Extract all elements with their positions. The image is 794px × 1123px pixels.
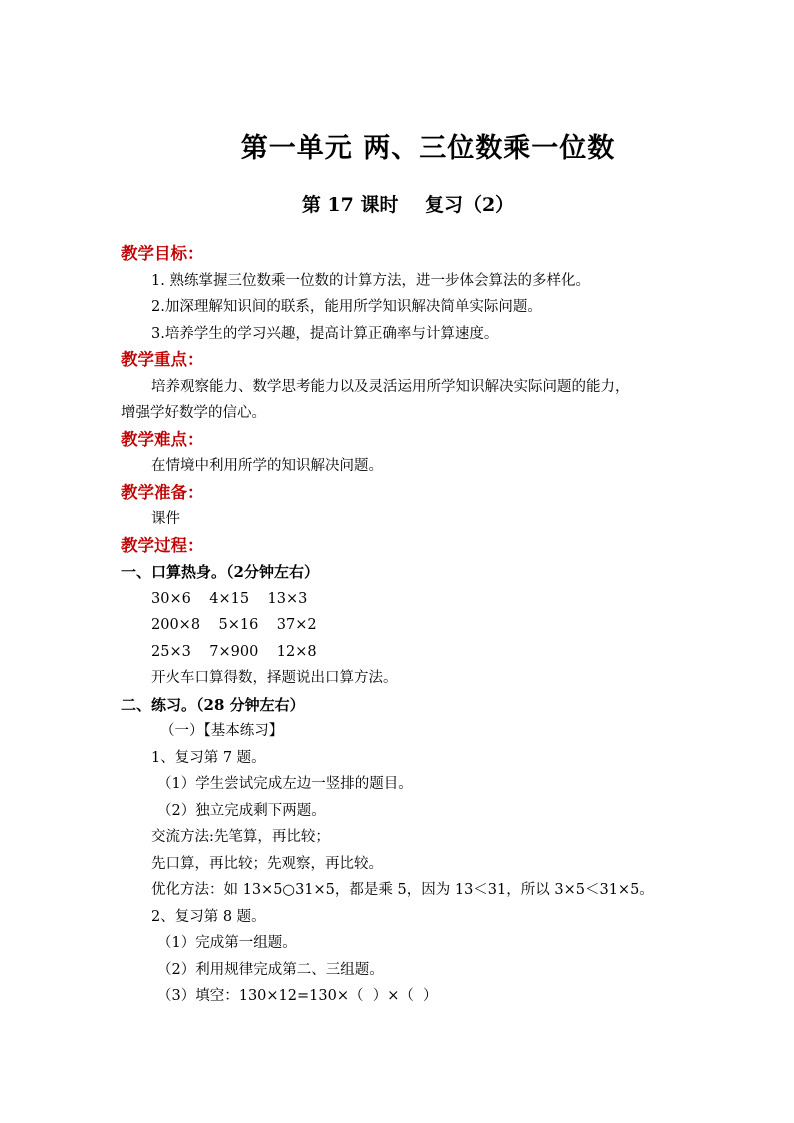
mental-math-row-3: 25×3 7×900 12×8	[151, 643, 317, 660]
key-points-heading: 教学重点：	[121, 350, 204, 369]
section-1-note: 开火车口算得数，择题说出口算方法。	[151, 670, 398, 686]
key-points-line-1: 培养观察能力、数学思考能力以及灵活运用所学知识解决实际问题的能力，	[151, 378, 630, 395]
section-1-title: 一、口算热身。（2分钟左右）	[121, 563, 319, 581]
difficulties-text: 在情境中利用所学的知识解决问题。	[151, 458, 383, 474]
exchange-method-2: 先口算，再比较；先观察，再比较。	[151, 855, 383, 872]
review-item-2: 2、复习第 8 题。	[151, 908, 266, 925]
process-heading: 教学过程：	[121, 535, 204, 555]
review-item-1-step-1: （1）学生尝试完成左边一竖排的题目。	[157, 776, 413, 792]
key-points-line-2: 增强学好数学的信心。	[121, 405, 266, 421]
mental-math-row-1: 30×6 4×15 13×3	[151, 590, 308, 607]
mental-math-row-2: 200×8 5×16 37×2	[151, 617, 317, 633]
optimize-method: 优化方法：如 13×5○31×5，都是乘 5，因为 13＜31，所以 3×5＜31×5。	[151, 882, 654, 898]
goal-item-1: 1. 熟练掌握三位数乘一位数的计算方法，进一步体会算法的多样化。	[151, 272, 590, 289]
goals-heading: 教学目标：	[121, 244, 204, 263]
lesson-subtitle: 第 17 课时 复习（2）	[301, 194, 515, 216]
section-2-title: 二、练习。（28 分钟左右）	[121, 695, 305, 714]
review-item-1: 1、复习第 7 题。	[151, 749, 266, 766]
preparation-heading: 教学准备：	[121, 482, 204, 502]
goal-item-3: 3.培养学生的学习兴趣，提高计算正确率与计算速度。	[151, 325, 499, 342]
lesson-content	[121, 241, 701, 1010]
difficulties-heading: 教学难点：	[121, 429, 204, 449]
basic-practice-label: （一）【基本练习】	[160, 723, 284, 739]
exchange-method-1: 交流方法:先笔算，再比较；	[151, 829, 330, 845]
review-item-2-step-3: （3）填空：130×12=130×（ ）×（ ）	[157, 988, 438, 1004]
review-item-2-step-2: （2）利用规律完成第二、三组题。	[157, 961, 384, 978]
goal-item-2: 2.加深理解知识间的联系，能用所学知识解决简单实际问题。	[151, 299, 542, 315]
review-item-2-step-1: （1）完成第一组题。	[157, 935, 297, 951]
preparation-text: 课件	[151, 511, 180, 527]
page-title: 第一单元 两、三位数乘一位数	[240, 133, 616, 164]
review-item-1-step-2: （2）独立完成剩下两题。	[157, 802, 326, 819]
